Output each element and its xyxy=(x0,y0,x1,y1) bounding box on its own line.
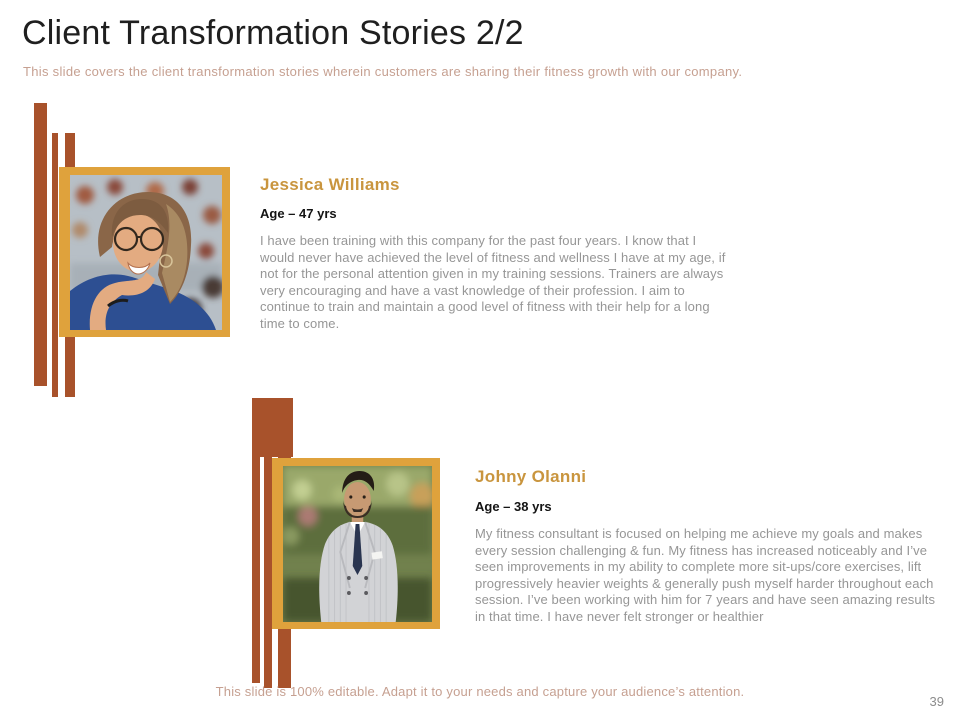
client-story-jessica: I have been training with this company for the past four years. I know that I would never have achieved the level of fitness and wellness I have at my age, if not for the personal attention given in my training sessions. Trainers are always very encouraging and have a vast knowledge of their profession. I aim to continue to train and maintain a good level of fitness with their help for a long time to come. xyxy=(260,233,726,331)
decor-bar-wide-1 xyxy=(34,103,47,386)
photo-frame-jessica xyxy=(59,167,230,337)
johny-photo xyxy=(283,466,432,622)
jessica-photo xyxy=(70,175,222,330)
slide-subtitle: This slide covers the client transformation stories wherein customers are sharing their fitness growth with our company. xyxy=(23,64,743,79)
decor-bar-wide-2 xyxy=(252,457,260,683)
decor-bar-thin-2 xyxy=(264,457,272,688)
footer-note: This slide is 100% editable. Adapt it to your needs and capture your audience’s attention. xyxy=(215,684,745,699)
client-name-jessica: Jessica Williams xyxy=(260,175,400,194)
man-grey-suit-illustration xyxy=(283,466,432,622)
client-age-johny: Age – 38 yrs xyxy=(475,499,552,514)
photo-frame-johny xyxy=(272,458,440,629)
page-title: Client Transformation Stories 2/2 xyxy=(22,14,524,52)
woman-smiling-glasses-illustration xyxy=(70,175,222,330)
client-name-johny: Johny Olanni xyxy=(475,467,587,486)
client-age-jessica: Age – 47 yrs xyxy=(260,206,337,221)
client-story-johny: My fitness consultant is focused on helping me achieve my goals and makes every session challenging & fun. My fitness has increased noticeably and I’ve seen improvements in my ability to complete more sit-ups/core exercises, lift progressively heavier weights & generally push myself harder throughout each session. I’ve been working with him for 7 years and have seen amazing results in that time. I have never felt stronger or healthier xyxy=(475,526,936,624)
page-number: 39 xyxy=(929,694,944,709)
decor-block-2 xyxy=(252,398,293,457)
decor-bar-thin-1 xyxy=(52,133,58,397)
